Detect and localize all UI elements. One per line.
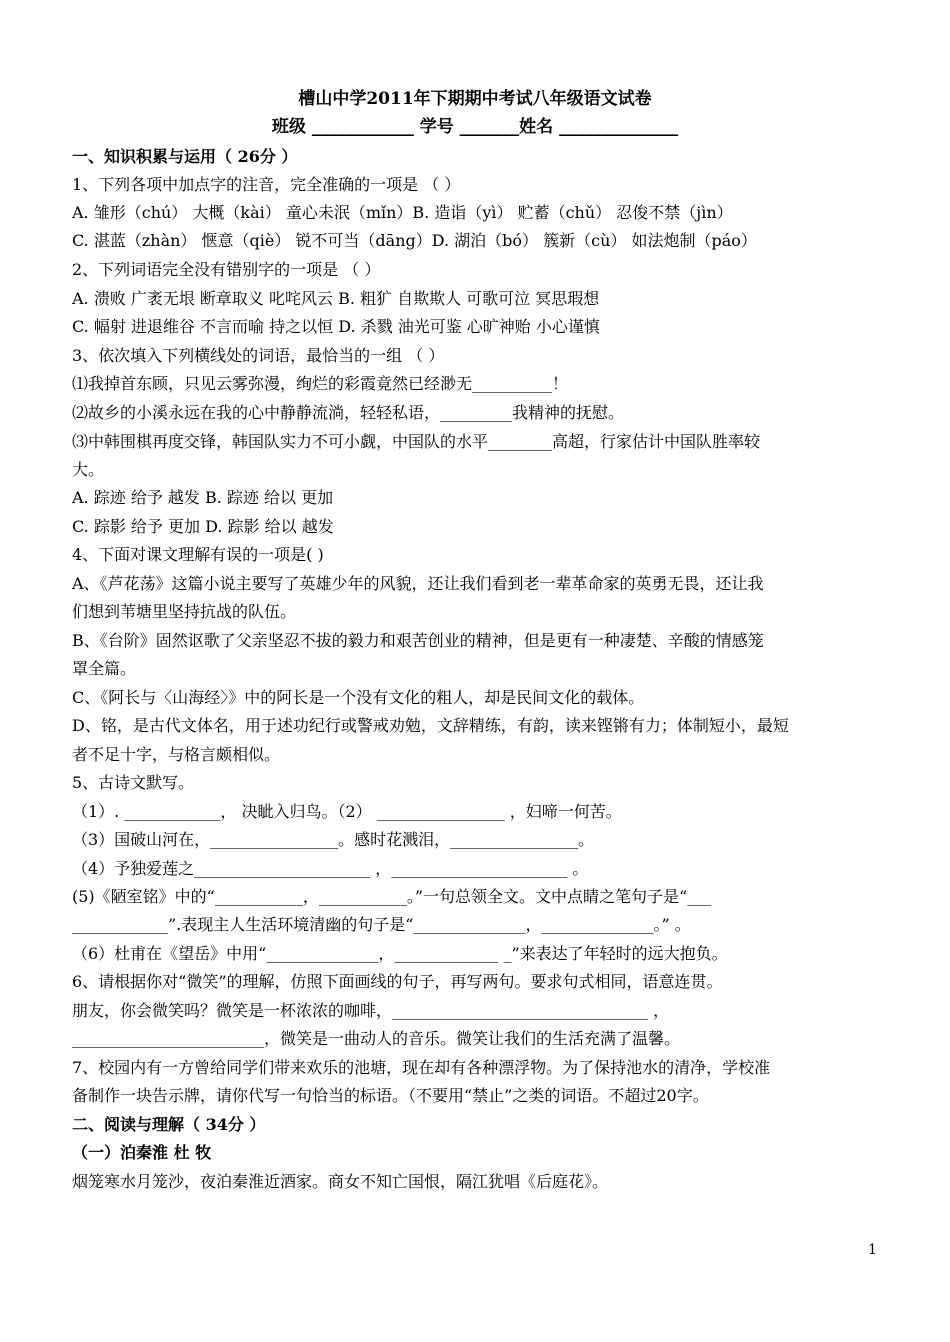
- q3-sentence-1: ⑴我掉首东顾，只见云雾弥漫，绚烂的彩霞竟然已经渺无__________！: [72, 374, 569, 393]
- q3-sentence-3: ⑶中韩围棋再度交锋，韩国队实力不可小觑，中国队的水平________高超，行家估计中国队胜率较: [72, 432, 761, 451]
- q4-option-a: A、《芦花荡》这篇小说主要写了英雄少年的风貌，还让我们看到老一辈革命家的英勇无畏，还让我: [72, 574, 764, 593]
- poem-title: （一）泊秦淮 杜 牧: [72, 1143, 212, 1162]
- question-2: 2、下列词语完全没有错别字的一项是 （ ）: [72, 260, 381, 279]
- q2-option-ab: A. 溃败 广袤无垠 断章取义 叱咤风云 B. 粗犷 自欺欺人 可歌可泣 冥思瑕想: [72, 289, 600, 308]
- q5-item-5: (5)《陋室铭》中的“___________，___________。”一句总领全文。文中点睛之笔句子是“___: [72, 887, 712, 906]
- poem-text: 烟笼寒水月笼沙，夜泊秦淮近酒家。商女不知亡国恨，隔江犹唱《后庭花》。: [72, 1172, 609, 1191]
- exam-title: 槽山中学2011年下期期中考试八年级语文试卷: [298, 89, 652, 109]
- question-5: 5、古诗文默写。: [72, 773, 195, 792]
- q4-option-c: C、《阿长与〈山海经〉》中的阿长是一个没有文化的粗人，却是民间文化的载体。: [72, 688, 645, 707]
- page-number: 1: [868, 1242, 877, 1258]
- q5-item-1-2: （1）. ____________， 决眦入归鸟。（2） ________________ ，妇啼一何苦。: [72, 802, 622, 821]
- q4-option-d: D、铭，是古代文体名，用于述功纪行或警戒劝勉，文辞精练，有韵，读来铿锵有力；体制短小，最短: [72, 716, 789, 735]
- q4-option-b-cont: 罩全篇。: [72, 659, 137, 678]
- student-info-line: 班级 ____________ 学号 _______姓名 ______________: [271, 117, 679, 137]
- q5-item-5-cont: ____________”.表现主人生活环境清幽的句子是“______________，______________。” 。: [72, 915, 691, 934]
- q2-option-cd: C. 幅射 进退维谷 不言而喻 持之以恒 D. 杀戮 油光可鉴 心旷神贻 小心谨慎: [72, 317, 600, 336]
- question-6: 6、请根据你对“微笑”的理解，仿照下面画线的句子，再写两句。要求句式相同，语意连贯。: [72, 972, 723, 991]
- q3-sentence-3-cont: 大。: [72, 460, 105, 479]
- q3-option-ab: A. 踪迹 给予 越发 B. 踪迹 给以 更加: [72, 488, 334, 507]
- q4-option-a-cont: 们想到苇塘里坚持抗战的队伍。: [72, 602, 297, 621]
- q1-option-ab: A. 雏形（chú） 大概（kài） 童心未泯（mǐn）B. 造诣（yì） 贮蓄（chǔ） 忍俊不禁（jìn）: [72, 203, 733, 222]
- section-1-heading: 一、知识积累与运用（ 26分 ）: [72, 147, 298, 166]
- q1-option-cd: C. 湛蓝（zhàn） 惬意（qiè） 锐不可当（dāng）D. 湖泊（bó） 簇新（cù） 如法炮制（páo）: [72, 231, 757, 250]
- q4-option-d-cont: 者不足十字，与格言颇相似。: [72, 745, 281, 764]
- question-4: 4、下面对课文理解有误的一项是( ): [72, 545, 324, 564]
- q6-prompt: 朋友，你会微笑吗？微笑是一杯浓浓的咖啡，________________________________ ，: [72, 1001, 670, 1020]
- q6-prompt-cont: ________________________，微笑是一曲动人的音乐。微笑让我们的生活充满了温馨。: [72, 1029, 681, 1048]
- q5-item-6: （6）杜甫在《望岳》中用“______________，_____________ _”来表达了年轻时的远大抱负。: [72, 944, 728, 963]
- question-7-cont: 备制作一块告示牌，请你代写一句恰当的标语。（不要用“禁止”之类的词语。不超过20字。: [72, 1086, 709, 1105]
- section-2-heading: 二、阅读与理解（ 34分 ）: [72, 1115, 266, 1134]
- q3-sentence-2: ⑵故乡的小溪永远在我的心中静静流淌，轻轻私语，_________我精神的抚慰。: [72, 403, 625, 422]
- q4-option-b: B、《台阶》固然讴歌了父亲坚忍不拔的毅力和艰苦创业的精神，但是更有一种凄楚、辛酸的情感笼: [72, 631, 764, 650]
- question-1: 1、下列各项中加点字的注音，完全准确的一项是 （ ）: [72, 175, 461, 194]
- question-3: 3、依次填入下列横线处的词语，最恰当的一组 （ ）: [72, 346, 445, 365]
- q5-item-4: （4）予独爱莲之______________________ ，______________________ 。: [72, 859, 589, 878]
- question-7: 7、校园内有一方曾给同学们带来欢乐的池塘，现在却有各种漂浮物。为了保持池水的清净，学校准: [72, 1058, 771, 1077]
- q3-option-cd: C. 踪影 给予 更加 D. 踪影 给以 越发: [72, 517, 334, 536]
- q5-item-3: （3）国破山河在，________________。感时花溅泪，________________。: [72, 830, 595, 849]
